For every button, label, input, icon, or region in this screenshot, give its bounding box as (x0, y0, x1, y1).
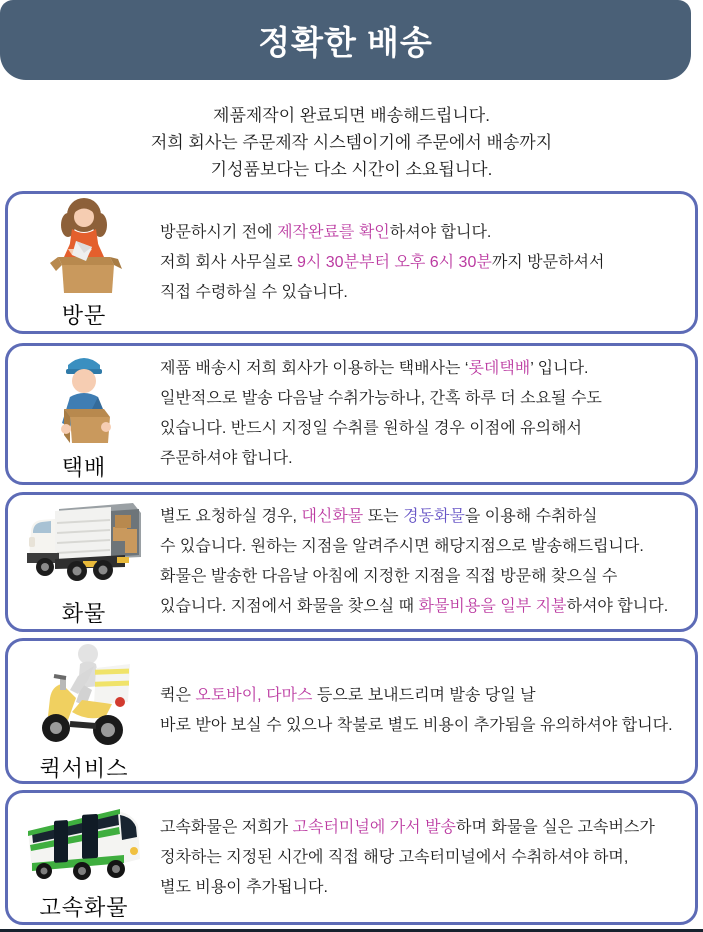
section-label: 방문 (61, 303, 107, 328)
page-title: 정확한 배송 (258, 23, 433, 61)
section-icon-column (8, 497, 160, 628)
section-icon-column (8, 640, 160, 783)
section-icon-column (8, 195, 160, 330)
section-description (160, 681, 695, 741)
section-card-1 (5, 191, 698, 334)
section-card-4 (5, 638, 698, 784)
delivery-sections (5, 191, 698, 925)
description-line: 별도 비용이 추가됩니다. (160, 878, 328, 896)
delivery-man-icon (38, 347, 130, 449)
section-card-3 (5, 492, 698, 632)
box-truck-icon (25, 497, 143, 595)
intro-paragraph (0, 80, 703, 191)
express-bus-icon (24, 793, 144, 889)
woman-packing-box-icon (38, 195, 130, 297)
description-line: 고속화물은 저희가 고속터미널에 가서 발송하며 화물을 실은 고속버스가 (160, 818, 655, 836)
highlighted-text: 경동화물 (403, 508, 465, 525)
description-line: 직접 수령하실 수 있습니다. (160, 283, 348, 301)
section-label: 택배 (61, 454, 107, 480)
section-label: 퀵서비스 (39, 755, 129, 781)
description-line: 화물은 발송한 다음날 아침에 지정한 지점을 직접 방문해 찾으실 수 (160, 568, 618, 585)
highlighted-text: 오토바이, 다마스 (195, 687, 313, 704)
highlighted-text: 롯데택배 (468, 360, 531, 377)
intro-line: 기성품보다는 다소 시간이 소요됩니다. (210, 160, 493, 179)
highlighted-text: 고속터미널에 가서 발송 (292, 818, 456, 836)
description-line: 일반적으로 발송 다음날 수취가능하나, 간혹 하루 더 소요될 수도 (160, 390, 602, 407)
description-line: 있습니다. 지점에서 화물을 찾으실 때 화물비용을 일부 지불하셔야 합니다. (160, 598, 669, 615)
section-icon-column (8, 793, 160, 922)
highlighted-text: 9시 30분부터 오후 6시 30분 (296, 253, 492, 271)
page-header (0, 0, 691, 80)
delivery-scooter-icon (32, 640, 136, 750)
description-line: 제품 배송시 저희 회사가 이용하는 택배사는 ‘롯데택배’ 입니다. (160, 360, 589, 377)
intro-line: 제품제작이 완료되면 배송해드립니다. (213, 106, 490, 125)
description-line: 저희 회사 사무실로 9시 30분부터 오후 6시 30분까지 방문하셔서 (160, 253, 605, 271)
section-card-5 (5, 790, 698, 925)
description-line: 있습니다. 반드시 지정일 수취를 원하실 경우 이점에 유의해서 (160, 420, 582, 437)
description-line: 별도 요청하실 경우, 대신화물 또는 경동화물을 이용해 수취하실 (160, 508, 598, 525)
section-label: 화물 (61, 600, 107, 626)
section-description (160, 218, 695, 308)
description-line: 방문하시기 전에 제작완료를 확인하셔야 합니다. (160, 223, 492, 241)
section-card-2 (5, 343, 698, 485)
highlighted-text: 화물비용을 일부 지불 (418, 598, 567, 615)
section-description (160, 502, 695, 622)
section-label: 고속화물 (39, 895, 129, 920)
description-line: 정차하는 지정된 시간에 직접 해당 고속터미널에서 수취하셔야 하며, (160, 848, 629, 866)
description-line: 주문하셔야 합니다. (160, 450, 293, 467)
description-line: 퀵은 오토바이, 다마스 등으로 보내드리며 발송 당일 날 (160, 687, 536, 704)
section-description (160, 813, 695, 903)
highlighted-text: 대신화물 (301, 508, 364, 525)
description-line: 수 있습니다. 원하는 지점을 알려주시면 해당지점으로 발송해드립니다. (160, 538, 644, 555)
intro-line: 저희 회사는 주문제작 시스템이기에 주문에서 배송까지 (150, 133, 553, 152)
section-description (160, 354, 695, 474)
highlighted-text: 제작완료를 확인 (277, 223, 390, 241)
description-line: 바로 받아 보실 수 있으나 착불로 별도 비용이 추가됨을 유의하셔야 합니다. (160, 717, 673, 734)
section-icon-column (8, 347, 160, 482)
